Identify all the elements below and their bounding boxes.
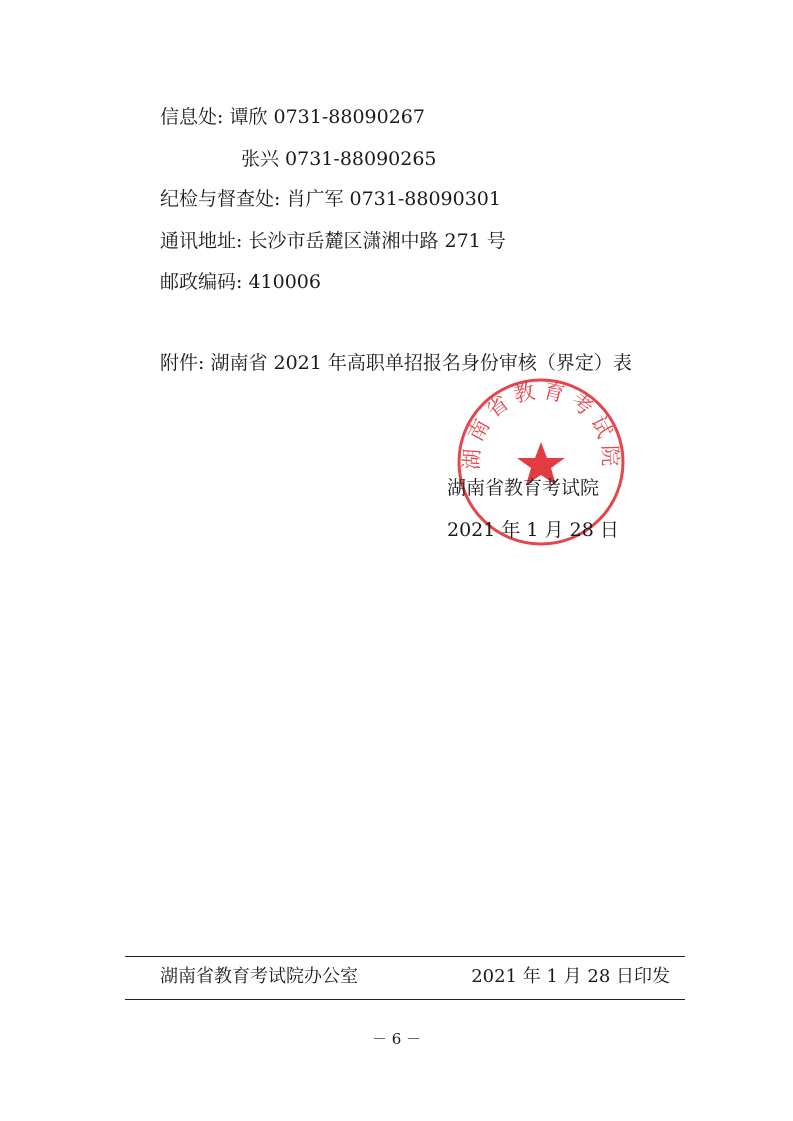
contact-label: 信息处: [160,106,224,128]
attachment-label: 附件: [160,352,205,374]
contact-value: 410006 [248,271,321,293]
footer-issue-date: 2021 年 1 月 28 日印发 [471,966,670,987]
contact-value: 谭欣 0731-88090267 [229,106,425,128]
footer-office: 湖南省教育考试院办公室 [160,966,358,987]
contact-info-office [160,106,425,128]
signature-organization: 湖南省教育考试院 [447,477,600,499]
contact-postcode [160,271,321,293]
seal-text: 湖南省教育考试院 [459,378,623,473]
footer-rule-top [125,956,685,957]
footer-rule-bottom [125,999,685,1000]
contact-value: 长沙市岳麓区潇湘中路 271 号 [248,230,506,252]
attachment-line [160,352,632,374]
contact-value: 肖广军 0731-88090301 [286,188,501,210]
contact-address [160,230,506,252]
page-number: － 6 － [371,1030,422,1048]
contact-label: 纪检与督查处: [160,188,281,210]
contact-label: 通讯地址: [160,230,243,252]
attachment-title: 湖南省 2021 年高职单招报名身份审核（界定）表 [210,352,632,374]
contact-discipline-office [160,188,501,210]
contact-info-office-2 [241,148,437,170]
contact-label: 邮政编码: [160,271,243,293]
signature-date: 2021 年 1 月 28 日 [447,519,619,541]
contact-value: 张兴 0731-88090265 [241,148,437,170]
